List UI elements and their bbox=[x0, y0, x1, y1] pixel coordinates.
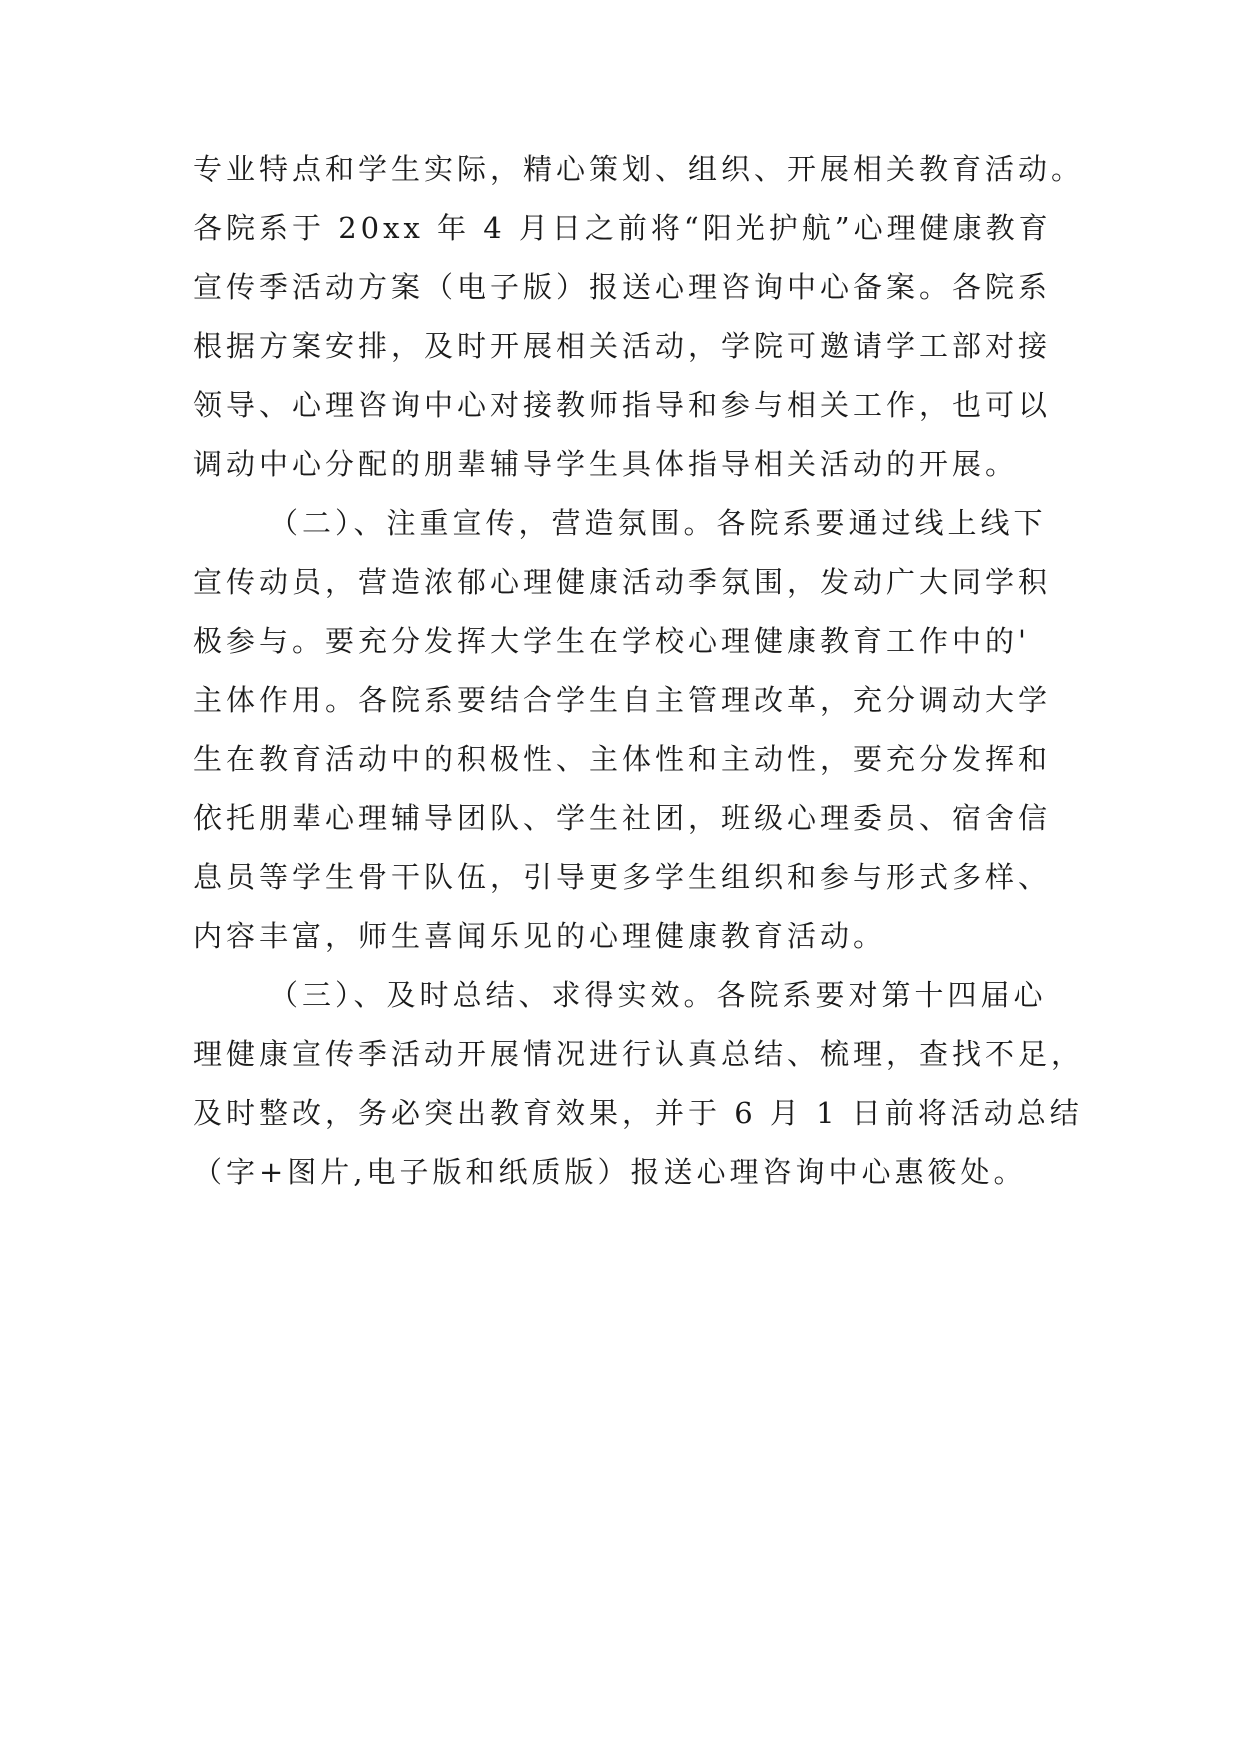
text-line: 调动中心分配的朋辈辅导学生具体指导相关活动的开展。 bbox=[193, 447, 1019, 481]
text-line: 领导、心理咨询中心对接教师指导和参与相关工作，也可以 bbox=[193, 388, 1052, 422]
section-three-heading-line: （三）、及时总结、求得实效。各院系要对第十四届心 bbox=[269, 978, 1047, 1012]
section-two-heading-line: （二）、注重宣传，营造氛围。各院系要通过线上线下 bbox=[269, 506, 1047, 540]
text-line: 理健康宣传季活动开展情况进行认真总结、梳理，查找不足， bbox=[193, 1037, 1085, 1071]
document-body bbox=[193, 140, 1085, 1202]
text-line: 根据方案安排，及时开展相关活动，学院可邀请学工部对接 bbox=[193, 329, 1052, 363]
text-line: 宣传季活动方案（电子版）报送心理咨询中心备案。各院系 bbox=[193, 270, 1052, 304]
text-line: 各院系于 20xx 年 4 月日之前将“阳光护航”心理健康教育 bbox=[193, 211, 1052, 245]
text-line: 主体作用。各院系要结合学生自主管理改革，充分调动大学 bbox=[193, 683, 1052, 717]
text-line: 依托朋辈心理辅导团队、学生社团，班级心理委员、宿舍信 bbox=[193, 801, 1052, 835]
text-line: 生在教育活动中的积极性、主体性和主动性，要充分发挥和 bbox=[193, 742, 1052, 776]
text-line: 专业特点和学生实际，精心策划、组织、开展相关教育活动。 bbox=[193, 152, 1085, 186]
text-line: 内容丰富，师生喜闻乐见的心理健康教育活动。 bbox=[193, 919, 887, 953]
text-line: 极参与。要充分发挥大学生在学校心理健康教育工作中的' bbox=[193, 624, 1030, 658]
text-line: 息员等学生骨干队伍，引导更多学生组织和参与形式多样、 bbox=[193, 860, 1052, 894]
text-line: 及时整改，务必突出教育效果，并于 6 月 1 日前将活动总结 bbox=[193, 1096, 1083, 1130]
text-line: 宣传动员，营造浓郁心理健康活动季氛围，发动广大同学积 bbox=[193, 565, 1052, 599]
text-line: （字+图片,电子版和纸质版）报送心理咨询中心惠筱处。 bbox=[193, 1155, 1027, 1189]
